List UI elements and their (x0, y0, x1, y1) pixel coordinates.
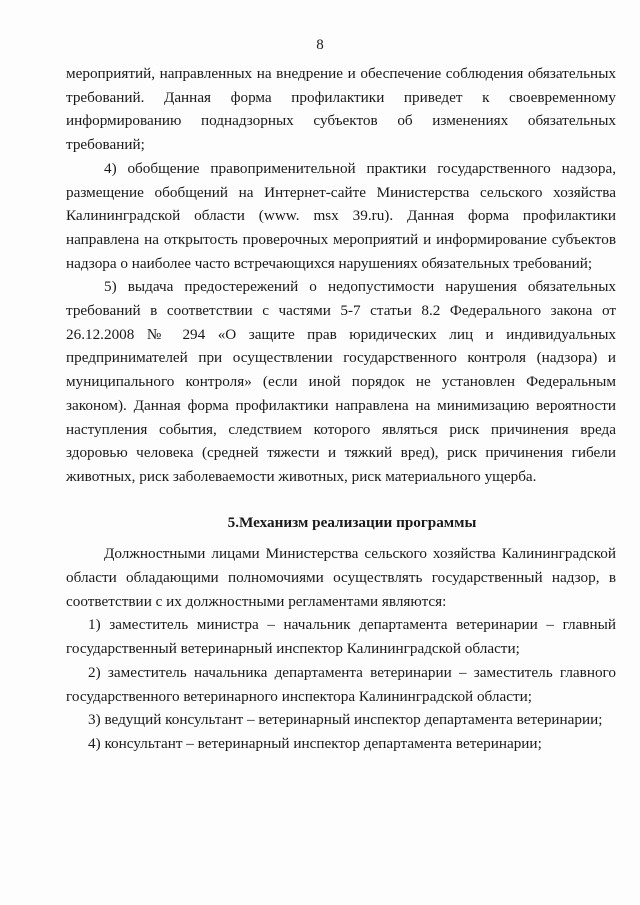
section-heading: 5.Механизм реализации программы (227, 513, 477, 531)
section-intro: Должностными лицами Министерства сельского хозяйства Калининградской области обладающими полномочиями осуществлять государственный надзор, в соответствии с их должностными регламентами являются: (66, 545, 616, 610)
document-body (66, 62, 616, 756)
list-item-4: 4) консультант – ветеринарный инспектор департамента ветеринарии; (88, 734, 542, 752)
list-item-3: 3) ведущий консультант – ветеринарный инспектор департамента ветеринарии; (88, 711, 603, 729)
paragraph-item-5: 5) выдача предостережений о недопустимости нарушения обязательных требований в соответствии с частями 5-7 статьи 8.2 Федерального закона от 26.12.2008 № 294 «О защите прав юридических лиц и индивидуальных предпринимателей при осуществлении государственного контроля (надзора) и муниципального контроля» (если иной порядок не установлен Федеральным законом). Данная форма профилактики направлена на минимизацию вероятности наступления события, следствием которого являться риск причинения вреда здоровью человека (средней тяжести и тяжкий вред), риск причинения гибели животных, риск заболеваемости животных, риск материального ущерба. (66, 278, 616, 485)
list-item-1: 1) заместитель министра – начальник департамента ветеринарии – главный государственный ветеринарный инспектор Калининградской области; (66, 616, 616, 658)
page-number: 8 (316, 37, 324, 53)
paragraph-continuation: мероприятий, направленных на внедрение и обеспечение соблюдения обязательных требований. Данная форма профилактики приведет к своевременному информированию поднадзорных субъектов об изменениях обязательных требований; (66, 65, 616, 154)
list-item-2: 2) заместитель начальника департамента ветеринарии – заместитель главного государственного ветеринарного инспектора Калининградской области; (66, 663, 616, 705)
paragraph-item-4: 4) обобщение правоприменительной практики государственного надзора, размещение обобщений на Интернет-сайте Министерства сельского хозяйства Калининградской области (www. msx 39.ru). Данная форма профилактики направлена на открытость проверочных мероприятий и информирование субъектов надзора о наиболее часто встречающихся нарушениях обязательных требований; (66, 159, 616, 272)
